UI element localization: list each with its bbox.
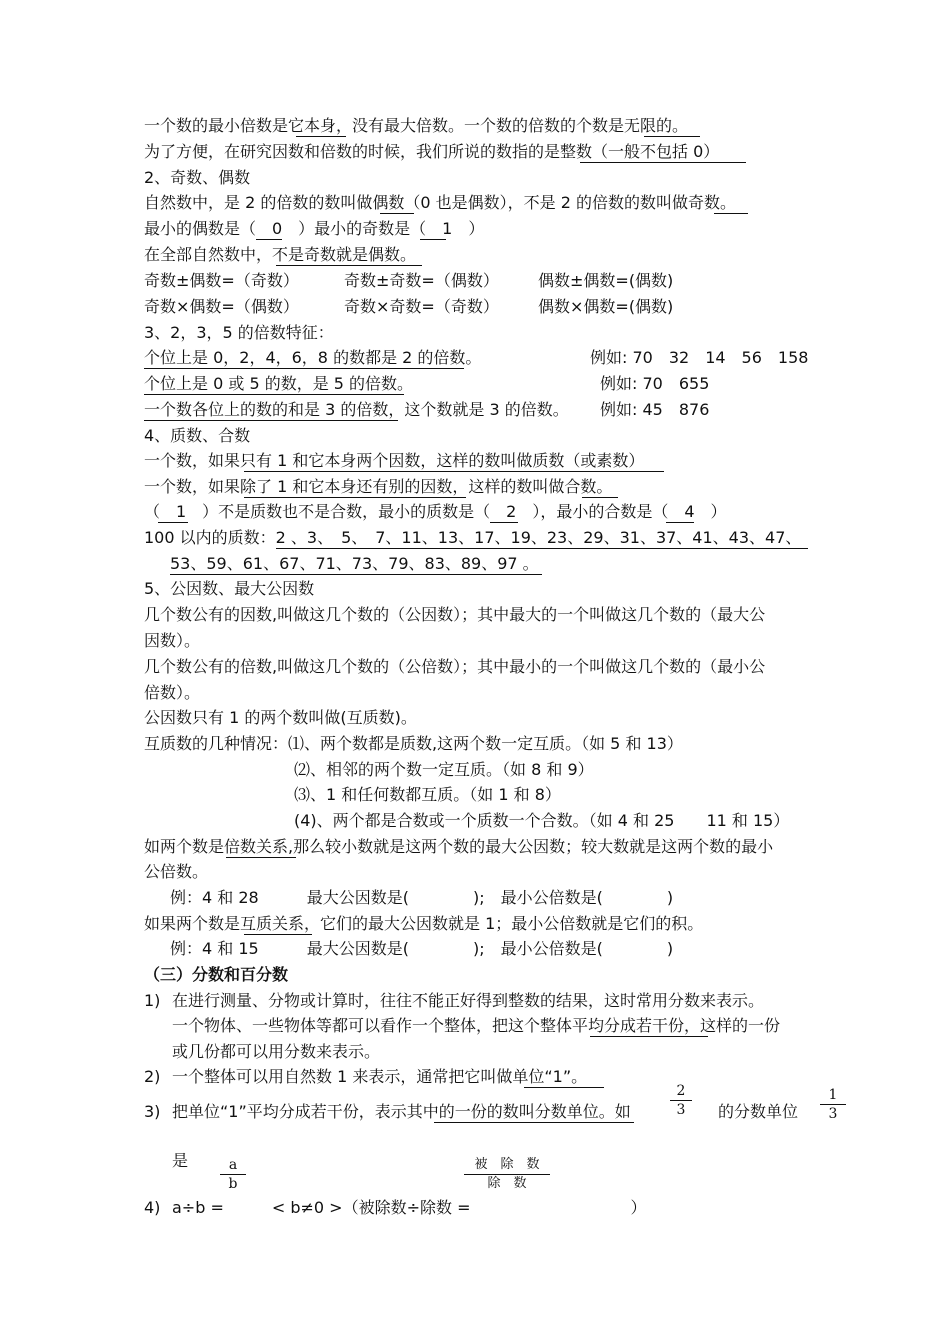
section-heading: 3、2，3，5 的倍数特征：	[144, 323, 334, 342]
rule-text: 偶数×偶数=(偶数)	[538, 297, 674, 316]
underline	[244, 934, 312, 935]
fraction-a-over-b	[220, 1156, 246, 1193]
underline	[524, 1087, 604, 1088]
underline	[144, 368, 464, 369]
underline	[144, 394, 404, 395]
list-item: 的分数单位	[718, 1102, 799, 1121]
list-item: 一个整体可以用自然数 1 来表示，通常把它叫做单位“1”。	[172, 1067, 588, 1086]
example-text: 例：4 和 15 最大公因数是( ); 最小公倍数是( )	[170, 939, 674, 958]
underline	[714, 213, 748, 214]
example-text: 例如: 70 32 14 56 158	[590, 348, 809, 367]
example-text: 例如: 45 876	[600, 400, 710, 419]
underline	[644, 136, 700, 137]
fraction-denominator: b	[228, 1176, 238, 1192]
section-heading: 4、质数、合数	[144, 426, 251, 445]
section-heading: 5、公因数、最大公因数	[144, 579, 315, 598]
underline	[244, 497, 466, 498]
text-line: 一个数的最小倍数是它本身，没有最大倍数。一个数的倍数的个数是无限的。	[144, 116, 689, 135]
text-line: 自然数中，是 2 的倍数的数叫做偶数（0 也是偶数），不是 2 的倍数的数叫做奇数。	[144, 193, 736, 212]
underline	[420, 239, 446, 240]
underline	[580, 162, 746, 163]
underline	[276, 548, 808, 549]
list-item: a÷b = < b≠0 >（被除数÷除数 = ）	[172, 1198, 647, 1217]
list-item: ⑶、1 和任何数都互质。（如 1 和 8）	[294, 785, 561, 804]
text-line: 一个数，如果除了 1 和它本身还有别的因数，这样的数叫做合数。	[144, 477, 613, 496]
underline	[144, 420, 398, 421]
rule-text: 偶数±偶数=(偶数)	[538, 271, 674, 290]
text-line: 公因数只有 1 的两个数叫做(互质数)。	[144, 708, 417, 727]
rule-text: 个位上是 0，2，4，6，8 的数都是 2 的倍数。	[144, 348, 482, 367]
text-line: 在全部自然数中，不是奇数就是偶数。	[144, 245, 417, 264]
fraction-numerator: 2	[676, 1083, 686, 1099]
list-item: 一个物体、一些物体等都可以看作一个整体，把这个整体平均分成若干份，这样的一份	[172, 1016, 781, 1035]
underline	[490, 522, 518, 523]
text-line: （ 1 ）不是质数也不是合数，最小的质数是（ 2 ），最小的合数是（ 4 ）	[144, 502, 727, 521]
section-heading: （三）分数和百分数	[144, 965, 289, 984]
underline	[590, 1036, 708, 1037]
underline	[226, 857, 296, 858]
fraction-dividend-over-divisor	[464, 1156, 550, 1193]
underline	[276, 265, 422, 266]
fraction-denominator: 3	[828, 1106, 838, 1122]
text-line: 如两个数是倍数关系,那么较小数就是这两个数的最大公因数；较大数就是这两个数的最小	[144, 837, 774, 856]
fraction-denominator: 除 数	[487, 1176, 527, 1191]
text-line: 公倍数。	[144, 862, 209, 881]
fraction-numerator: a	[228, 1157, 238, 1173]
list-item: 把单位“1”平均分成若干份，表示其中的一份的数叫分数单位。如	[172, 1102, 631, 1121]
text-line: 因数）。	[144, 631, 201, 650]
rule-text: 个位上是 0 或 5 的数，是 5 的倍数。	[144, 374, 414, 393]
underline	[434, 1122, 634, 1123]
rule-text: 奇数±偶数=（奇数）	[144, 271, 299, 290]
rule-text: 奇数×奇数=（奇数）	[344, 297, 499, 316]
list-item: 或几份都可以用分数来表示。	[172, 1042, 381, 1061]
underline	[380, 213, 414, 214]
text-line: 为了方便，在研究因数和倍数的时候，我们所说的数指的是整数（一般不包括 0）	[144, 142, 720, 161]
list-item: ⑵、相邻的两个数一定互质。（如 8 和 9）	[294, 760, 594, 779]
underline	[582, 497, 618, 498]
underline	[256, 239, 282, 240]
text-line: 53、59、61、67、71、73、79、83、89、97 。	[170, 554, 539, 573]
fraction-one-third	[820, 1086, 846, 1123]
text-line: 几个数公有的倍数,叫做这几个数的（公倍数）；其中最小的一个叫做这几个数的（最小公	[144, 657, 766, 676]
text-line: 互质数的几种情况：⑴、两个数都是质数,这两个数一定互质。（如 5 和 13）	[144, 734, 683, 753]
underline	[158, 522, 188, 523]
list-number: 4)	[144, 1198, 161, 1217]
list-number: 2)	[144, 1067, 161, 1086]
text-line: 一个数，如果只有 1 和它本身两个因数，这样的数叫做质数（或素数）	[144, 451, 645, 470]
example-text: 例：4 和 28 最大公因数是( ); 最小公倍数是( )	[170, 888, 674, 907]
fraction-numerator: 1	[828, 1087, 838, 1103]
underline	[244, 471, 664, 472]
fraction-numerator: 被 除 数	[474, 1157, 540, 1172]
rule-text: 奇数±奇数=（偶数）	[344, 271, 499, 290]
section-heading: 2、奇数、偶数	[144, 168, 251, 187]
text-line: 如果两个数是互质关系，它们的最大公因数就是 1；最小公倍数就是它们的积。	[144, 914, 704, 933]
rule-text: 一个数各位上的数的和是 3 的倍数，这个数就是 3 的倍数。	[144, 400, 569, 419]
list-number: 3)	[144, 1102, 161, 1121]
text-line: 最小的偶数是（ 0 ）最小的奇数是（ 1 ）	[144, 219, 485, 238]
fraction-two-thirds	[670, 1082, 692, 1119]
underline	[666, 522, 694, 523]
fraction-denominator: 3	[676, 1102, 686, 1118]
text-line: 几个数公有的因数,叫做这几个数的（公因数）；其中最大的一个叫做这几个数的（最大公	[144, 605, 766, 624]
underline	[296, 136, 346, 137]
underline	[170, 574, 542, 575]
list-number: 1)	[144, 991, 161, 1010]
list-item: (4)、两个都是合数或一个质数一个合数。（如 4 和 25 11 和 15）	[294, 811, 790, 830]
rule-text: 奇数×偶数=（偶数）	[144, 297, 299, 316]
text-line: 100 以内的质数：2 、3、 5、 7、11、13、17、19、23、29、31、37、41、43、47、	[144, 528, 802, 547]
example-text: 例如: 70 655	[600, 374, 710, 393]
list-item: 是	[172, 1151, 189, 1170]
text-line: 倍数）。	[144, 683, 201, 702]
list-item: 在进行测量、分物或计算时，往往不能正好得到整数的结果，这时常用分数来表示。	[172, 991, 765, 1010]
